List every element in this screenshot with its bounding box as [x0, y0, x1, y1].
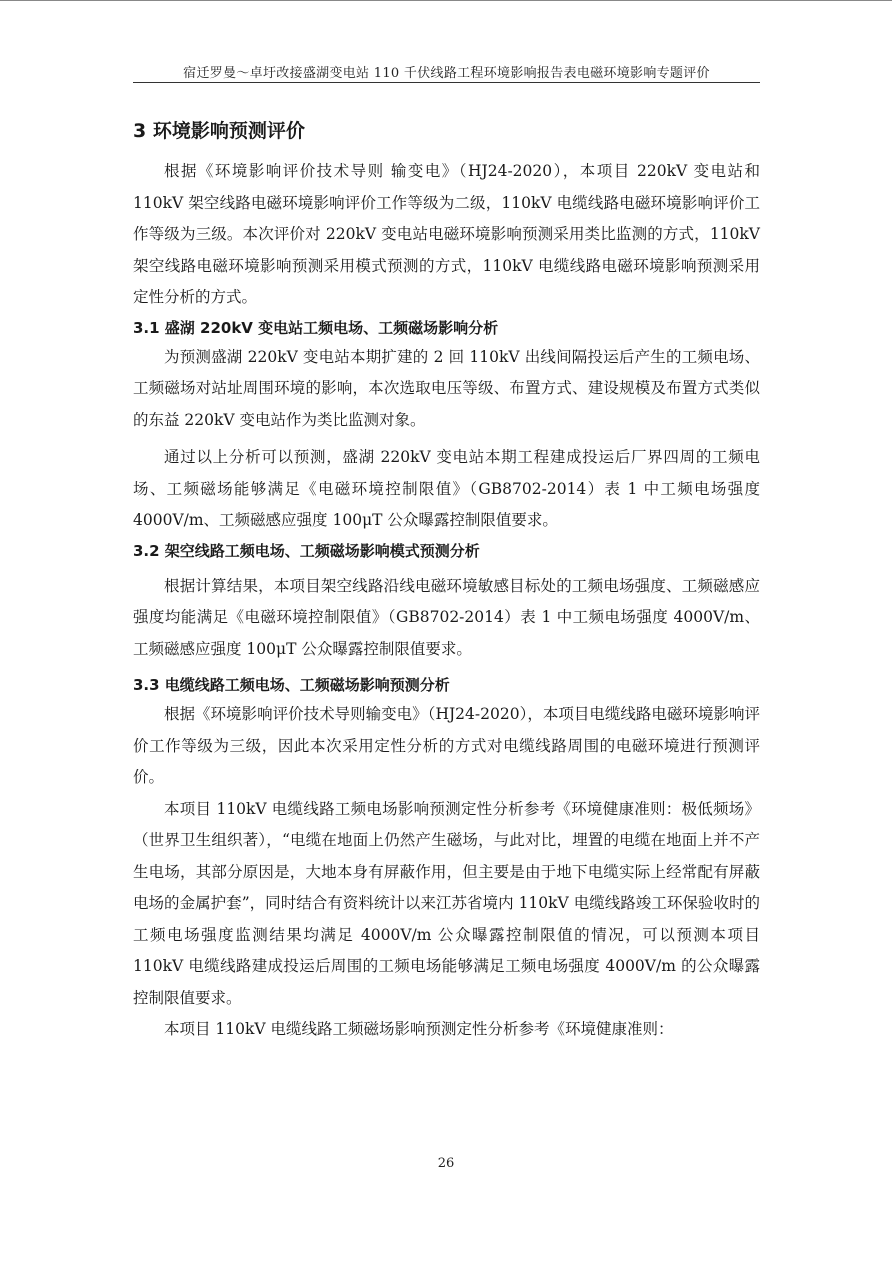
running-header: 宿迁罗曼～卓圩改接盛湖变电站 110 千伏线路工程环境影响报告表电磁环境影响专题评价: [183, 66, 710, 81]
subsection-3-2-paragraph-1: 根据计算结果，本项目架空线路沿线电磁环境敏感目标处的工频电场强度、工频磁感应强度均能满足《电磁环境控制限值》（GB8702-2014）表 1 中工频电场强度 4000V/m、工频磁感应强度 100μT 公众曝露控制限值要求。: [133, 576, 760, 658]
header-divider: [133, 82, 760, 83]
subsection-3-3-title: 3.3 电缆线路工频电场、工频磁场影响预测分析: [133, 676, 450, 694]
section-intro-paragraph: 根据《环境影响评价技术导则 输变电》（HJ24-2020），本项目 220kV 变电站和 110kV 架空线路电磁环境影响评价工作等级为二级，110kV 电缆线路电磁环境影响评价工作等级为三级。本次评价对 220kV 变电站电磁环境影响预测采用类比监测的方式，110kV 架空线路电磁环境影响预测采用模式预测的方式，110kV 电缆线路电磁环境影响预测采用定性分析的方式。: [133, 162, 760, 306]
section-title: 3 环境影响预测评价: [133, 120, 305, 142]
subsection-3-2-title: 3.2 架空线路工频电场、工频磁场影响模式预测分析: [133, 541, 480, 560]
subsection-3-1-paragraph-2: 通过以上分析可以预测，盛湖 220kV 变电站本期工程建成投运后厂界四周的工频电场、工频磁场能够满足《电磁环境控制限值》（GB8702-2014）表 1 中工频电场强度 4000V/m、工频磁感应强度 100μT 公众曝露控制限值要求。: [133, 448, 760, 529]
subsection-3-3-paragraph-1: 根据《环境影响评价技术导则输变电》（HJ24-2020），本项目电缆线路电磁环境影响评价工作等级为三级，因此本次采用定性分析的方式对电缆线路周围的电磁环境进行预测评价。: [133, 705, 760, 786]
subsection-3-3-paragraph-2: 本项目 110kV 电缆线路工频电场影响预测定性分析参考《环境健康准则：极低频场》（世界卫生组织著），“电缆在地面上仍然产生磁场，与此对比，埋置的电缆在地面上并不产生电场，其部分原因是，大地本身有屏蔽作用，但主要是由于地下电缆实际上经常配有屏蔽电场的金属护套”，同时结合有资料统计以来江苏省境内 110kV 电缆线路竣工环保验收时的工频电场强度监测结果均满足 4000V/m 公众曝露控制限值的情况，可以预测本项目 110kV 电缆线路建成投运后周围的工频电场能够满足工频电场强度 4000V/m 的公众曝露控制限值要求。: [133, 799, 760, 1007]
page-body: [133, 114, 760, 1046]
subsection-3-3-paragraph-3: 本项目 110kV 电缆线路工频磁场影响预测定性分析参考《环境健康准则：: [164, 1020, 674, 1038]
top-border-line: [0, 0, 892, 1]
subsection-3-1-paragraph-1: 为预测盛湖 220kV 变电站本期扩建的 2 回 110kV 出线间隔投运后产生的工频电场、工频磁场对站址周围环境的影响，本次选取电压等级、布置方式、建设规模及布置方式类似的东益 220kV 变电站作为类比监测对象。: [133, 347, 760, 429]
subsection-3-1-title: 3.1 盛湖 220kV 变电站工频电场、工频磁场影响分析: [133, 318, 499, 337]
page-number: 26: [437, 1156, 455, 1171]
